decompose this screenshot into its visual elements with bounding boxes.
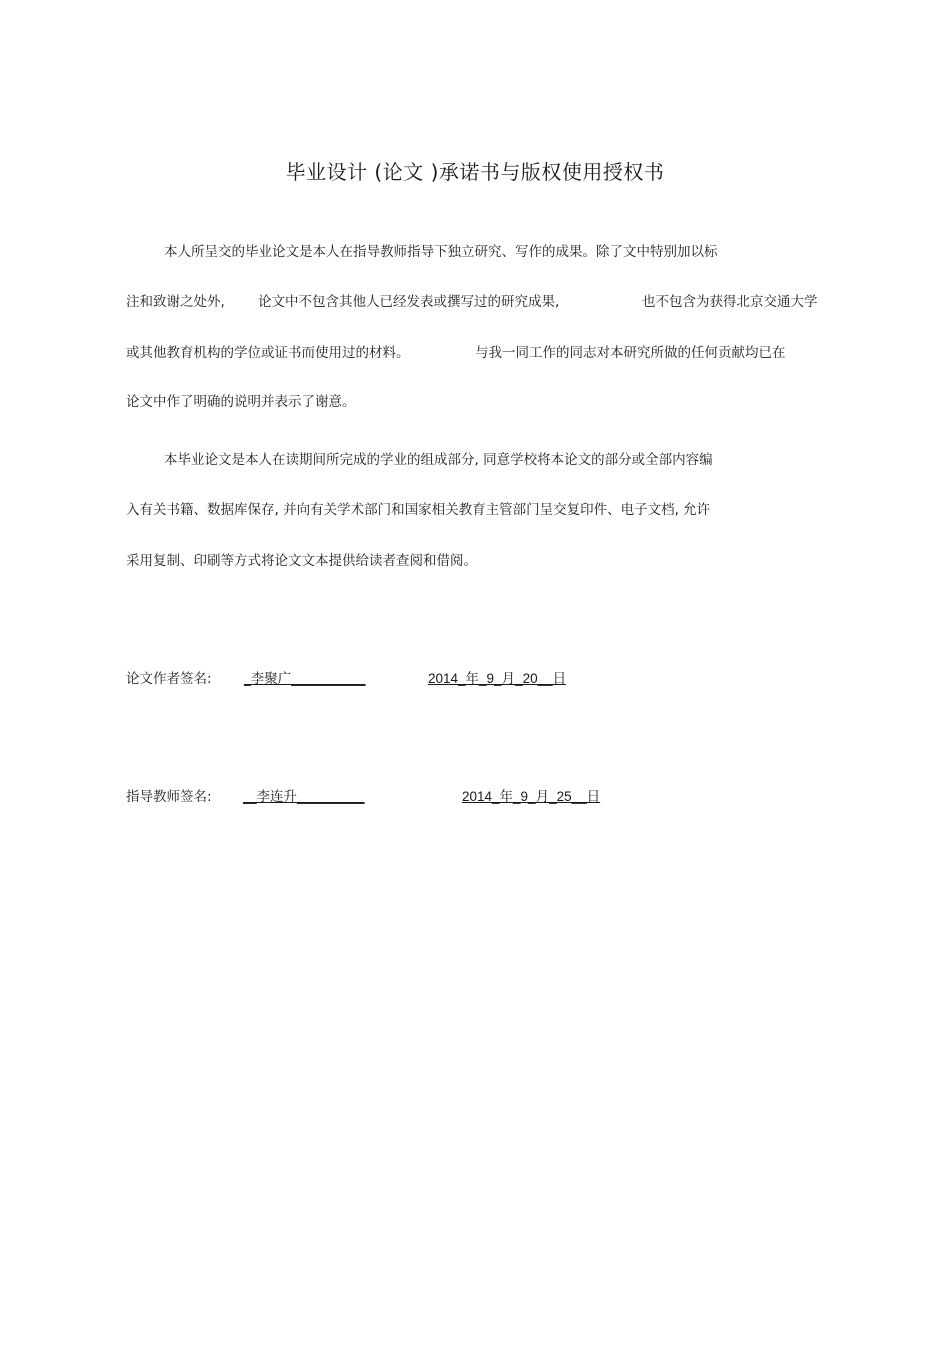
paragraph1-line3b: 与我一同工作的同志对本研究所做的任何贡献均已在	[475, 345, 786, 361]
author-signature-date: 2014_年_9_月_20__日	[428, 671, 567, 686]
advisor-signature-label: 指导教师签名:	[126, 789, 212, 805]
advisor-signature-name: __李连升__________	[243, 789, 365, 805]
advisor-signature-date: 2014_年_9_月_25__日	[462, 789, 601, 804]
paragraph1-line2b: 论文中不包含其他人已经发表或撰写过的研究成果,	[258, 294, 560, 310]
paragraph1-line1: 本人所呈交的毕业论文是本人在指导教师指导下独立研究、写作的成果。除了文中特别加以标	[164, 244, 718, 260]
document-title: 毕业设计 (论文 )承诺书与版权使用授权书	[285, 160, 665, 184]
paragraph1-line3a: 或其他教育机构的学位或证书而使用过的材料。	[126, 345, 410, 361]
author-signature-label: 论文作者签名:	[126, 671, 212, 687]
paragraph2-line3: 采用复制、印刷等方式将论文文本提供给读者查阅和借阅。	[126, 553, 477, 569]
paragraph1-line4: 论文中作了明确的说明并表示了谢意。	[126, 394, 356, 410]
paragraph2-line2: 入有关书籍、数据库保存, 并向有关学术部门和国家相关教育主管部门呈交复印件、电子文档, 允许	[126, 502, 711, 518]
paragraph1-line2a: 注和致谢之处外,	[126, 294, 225, 310]
paragraph2-line1: 本毕业论文是本人在读期间所完成的学业的组成部分, 同意学校将本论文的部分或全部内容编	[164, 452, 713, 468]
author-signature-name: _李聚广___________	[244, 671, 366, 687]
paragraph1-line2c: 也不包含为获得北京交通大学	[642, 294, 818, 310]
